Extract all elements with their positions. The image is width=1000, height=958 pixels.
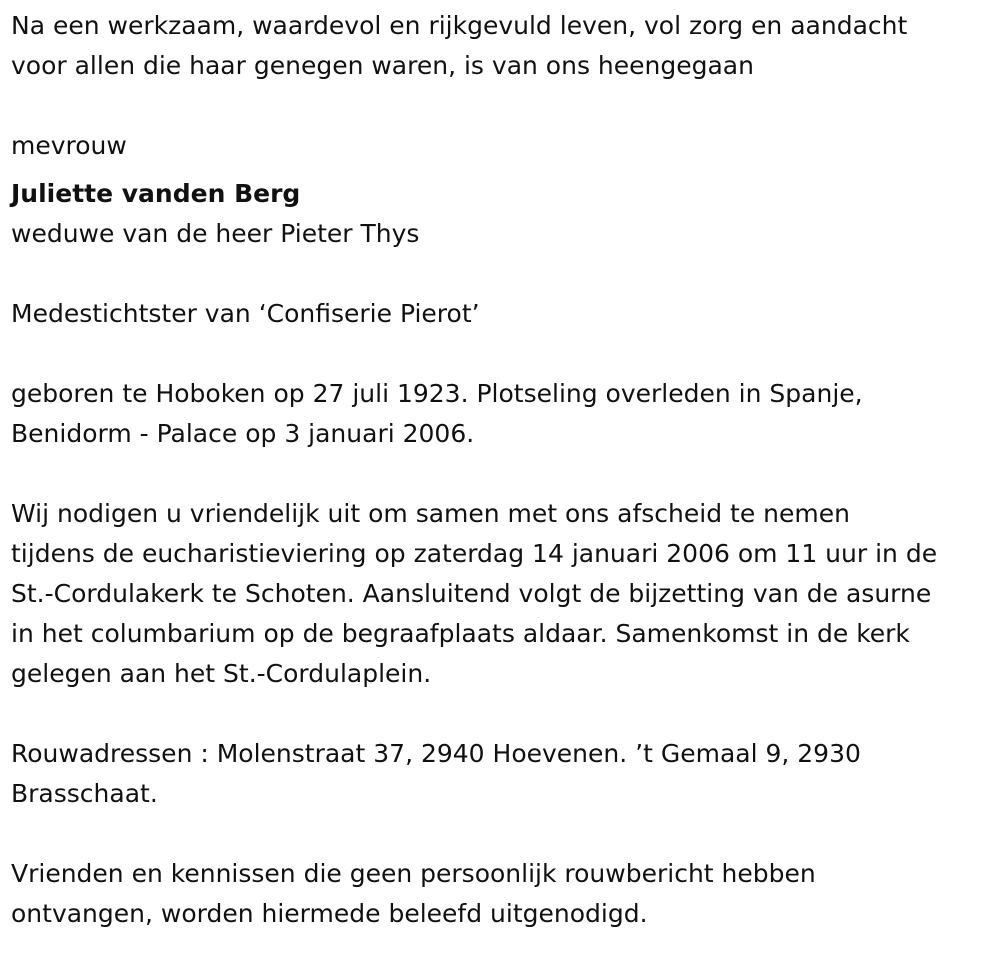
invitation-paragraph xyxy=(11,494,996,694)
closing-line: ontvangen, worden hiermede beleefd uitgenodigd. xyxy=(11,899,648,928)
invitation-line: tijdens de eucharistieviering op zaterdag 14 januari 2006 om 11 uur in de xyxy=(11,539,938,568)
closing-paragraph xyxy=(11,854,996,934)
invitation-line: Wij nodigen u vriendelijk uit om samen met ons afscheid te nemen xyxy=(11,499,850,528)
line-gap xyxy=(11,166,996,174)
relation-line: weduwe van de heer Pieter Thys xyxy=(11,219,420,248)
deceased-name: Juliette vanden Berg xyxy=(11,179,301,208)
addresses-line: Rouwadressen : Molenstraat 37, 2940 Hoevenen. ’t Gemaal 9, 2930 xyxy=(11,739,861,768)
invitation-line: gelegen aan het St.-Cordulaplein. xyxy=(11,659,432,688)
paragraph-gap xyxy=(11,814,996,854)
closing-line: Vrienden en kennissen die geen persoonlijk rouwbericht hebben xyxy=(11,859,816,888)
obituary-document xyxy=(11,6,996,934)
addresses-line: Brasschaat. xyxy=(11,779,158,808)
paragraph-gap xyxy=(11,254,996,294)
dates-line: geboren te Hoboken op 27 juli 1923. Plotseling overleden in Spanje, xyxy=(11,379,863,408)
intro-paragraph xyxy=(11,6,996,86)
salutation: mevrouw xyxy=(11,131,127,160)
intro-line: Na een werkzaam, waardevol en rijkgevuld leven, vol zorg en aandacht xyxy=(11,11,908,40)
dates-line: Benidorm - Palace op 3 januari 2006. xyxy=(11,419,475,448)
paragraph-gap xyxy=(11,86,996,126)
invitation-line: St.-Cordulakerk te Schoten. Aansluitend volgt de bijzetting van de asurne xyxy=(11,579,932,608)
paragraph-gap xyxy=(11,334,996,374)
intro-line: voor allen die haar genegen waren, is van ons heengegaan xyxy=(11,51,754,80)
role-line: Medestichtster van ‘Confiserie Pierot’ xyxy=(11,299,480,328)
invitation-line: in het columbarium op de begraafplaats aldaar. Samenkomst in de kerk xyxy=(11,619,910,648)
dates-paragraph xyxy=(11,374,996,454)
paragraph-gap xyxy=(11,454,996,494)
paragraph-gap xyxy=(11,694,996,734)
addresses-paragraph xyxy=(11,734,996,814)
